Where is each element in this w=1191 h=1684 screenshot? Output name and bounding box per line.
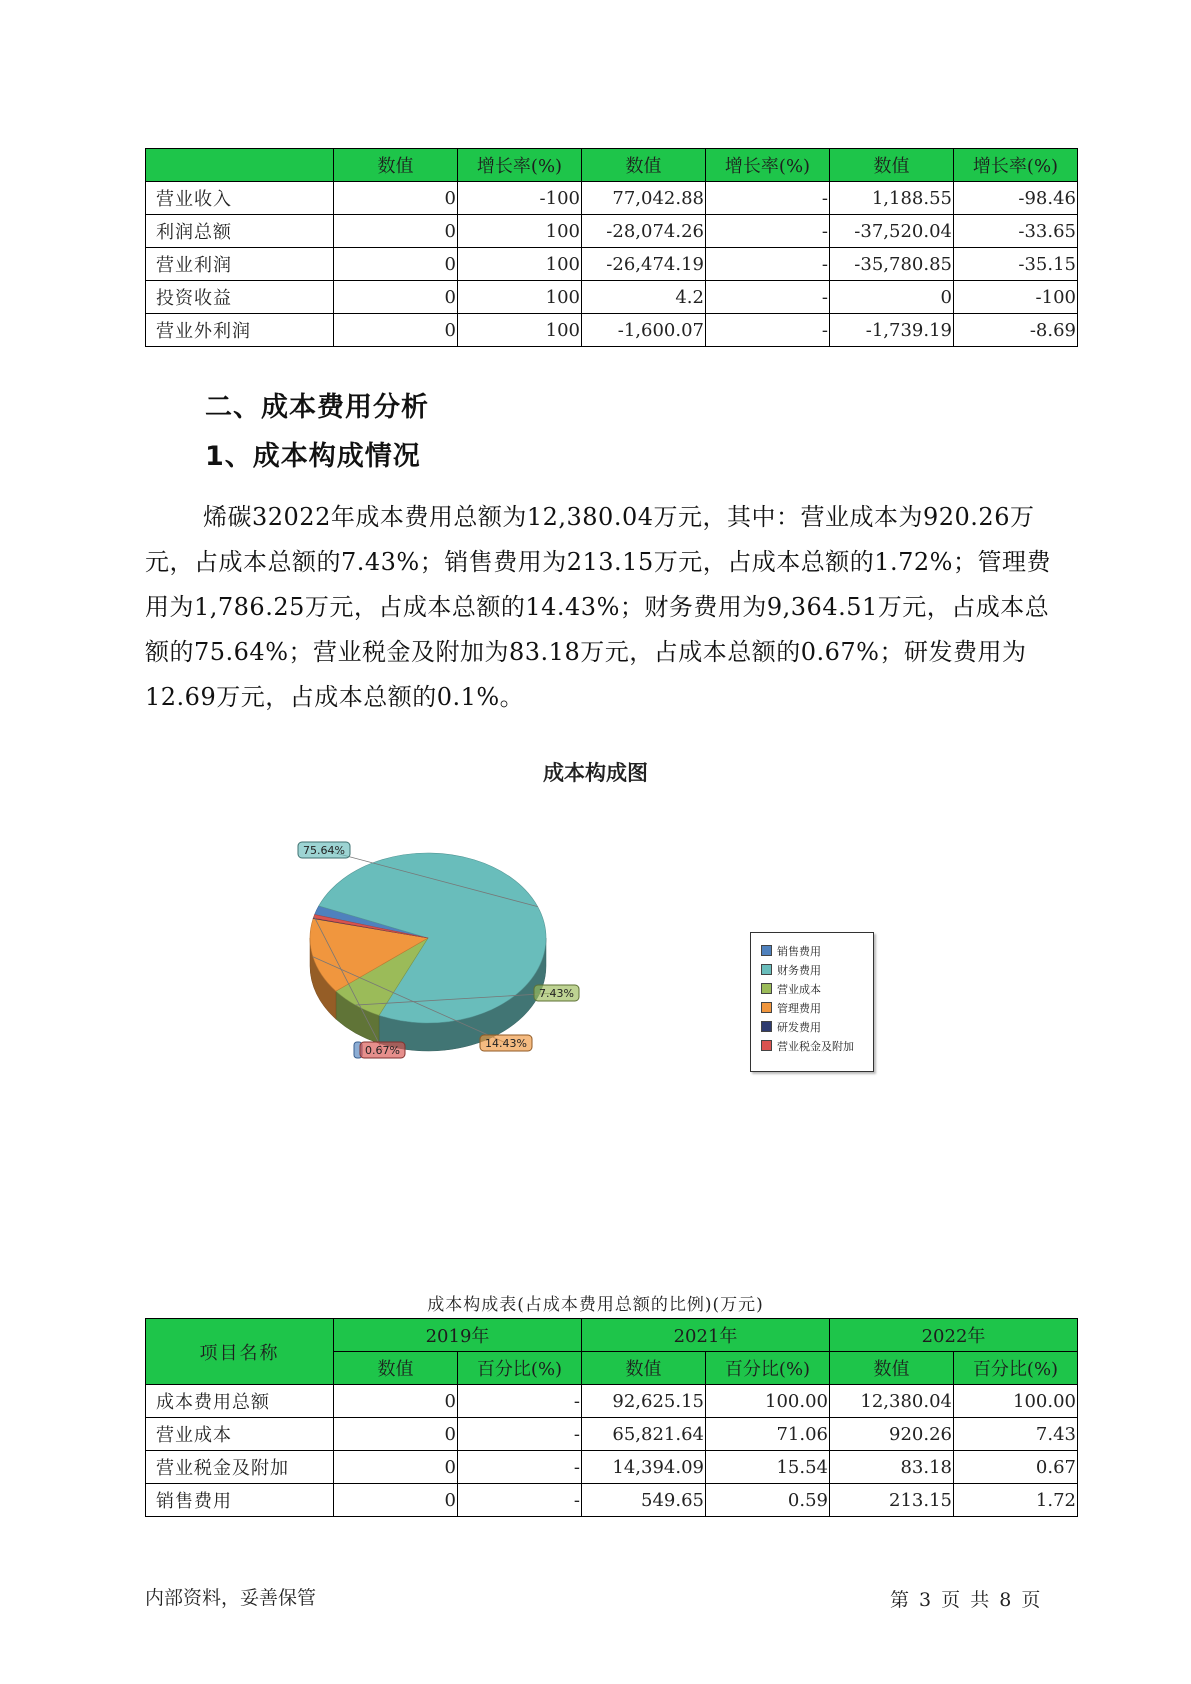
value-cell: 213.15 bbox=[830, 1484, 954, 1517]
cost-table-year-row bbox=[146, 1319, 1078, 1352]
value-cell: 83.18 bbox=[830, 1451, 954, 1484]
sub-header-cell: 百分比(%) bbox=[458, 1352, 582, 1385]
legend-label: 管理费用 bbox=[777, 1001, 821, 1015]
legend-item bbox=[751, 1036, 873, 1055]
value-cell: - bbox=[458, 1385, 582, 1418]
row-label-cell: 营业利润 bbox=[146, 248, 334, 281]
value-cell: 0 bbox=[830, 281, 954, 314]
cost-table-row bbox=[146, 1418, 1078, 1451]
value-cell: 0 bbox=[334, 314, 458, 347]
value-cell: 0.67 bbox=[954, 1451, 1078, 1484]
growth-table-body bbox=[146, 182, 1078, 347]
value-cell: -1,739.19 bbox=[830, 314, 954, 347]
value-cell: 549.65 bbox=[582, 1484, 706, 1517]
value-cell: - bbox=[458, 1484, 582, 1517]
value-cell: - bbox=[706, 248, 830, 281]
year-header: 2021年 bbox=[582, 1319, 830, 1352]
value-cell: 7.43 bbox=[954, 1418, 1078, 1451]
value-cell: 0.59 bbox=[706, 1484, 830, 1517]
value-cell: 100 bbox=[458, 215, 582, 248]
growth-header-cell: 增长率(%) bbox=[706, 149, 830, 182]
legend-label: 营业成本 bbox=[777, 982, 821, 996]
legend-item bbox=[751, 979, 873, 998]
cost-name-header: 项目名称 bbox=[146, 1319, 334, 1385]
legend-label: 财务费用 bbox=[777, 963, 821, 977]
value-cell: 100.00 bbox=[954, 1385, 1078, 1418]
value-cell: - bbox=[706, 281, 830, 314]
row-label-cell: 营业成本 bbox=[146, 1418, 334, 1451]
value-cell: - bbox=[706, 182, 830, 215]
value-cell: 920.26 bbox=[830, 1418, 954, 1451]
growth-table-row bbox=[146, 281, 1078, 314]
legend-item bbox=[751, 1017, 873, 1036]
row-label-cell: 利润总额 bbox=[146, 215, 334, 248]
legend-item bbox=[751, 960, 873, 979]
value-cell: 92,625.15 bbox=[582, 1385, 706, 1418]
pie-slice-label: 14.43% bbox=[485, 1037, 527, 1050]
value-cell: -98.46 bbox=[954, 182, 1078, 215]
cost-table-row bbox=[146, 1484, 1078, 1517]
value-cell: 71.06 bbox=[706, 1418, 830, 1451]
value-cell: - bbox=[458, 1451, 582, 1484]
sub-heading: 1、成本构成情况 bbox=[205, 441, 421, 472]
value-cell: -8.69 bbox=[954, 314, 1078, 347]
value-cell: 0 bbox=[334, 248, 458, 281]
growth-table bbox=[145, 148, 1078, 347]
value-cell: 100 bbox=[458, 248, 582, 281]
growth-header-cell: 数值 bbox=[582, 149, 706, 182]
section-heading: 二、成本费用分析 bbox=[205, 392, 429, 423]
value-cell: 0 bbox=[334, 1451, 458, 1484]
growth-header-cell: 数值 bbox=[334, 149, 458, 182]
row-label-cell: 销售费用 bbox=[146, 1484, 334, 1517]
row-label-cell: 营业收入 bbox=[146, 182, 334, 215]
value-cell: 100 bbox=[458, 314, 582, 347]
value-cell: 65,821.64 bbox=[582, 1418, 706, 1451]
row-label-cell: 成本费用总额 bbox=[146, 1385, 334, 1418]
legend-label: 营业税金及附加 bbox=[777, 1039, 854, 1053]
value-cell: -33.65 bbox=[954, 215, 1078, 248]
sub-header-cell: 数值 bbox=[582, 1352, 706, 1385]
cost-table-caption: 成本构成表(占成本费用总额的比例)(万元) bbox=[427, 1295, 764, 1315]
value-cell: -35.15 bbox=[954, 248, 1078, 281]
value-cell: -1,600.07 bbox=[582, 314, 706, 347]
value-cell: 0 bbox=[334, 182, 458, 215]
value-cell: 0 bbox=[334, 1484, 458, 1517]
chart-title: 成本构成图 bbox=[543, 761, 648, 785]
legend-swatch bbox=[761, 983, 772, 994]
sub-header-cell: 百分比(%) bbox=[954, 1352, 1078, 1385]
legend-swatch bbox=[761, 964, 772, 975]
value-cell: -100 bbox=[954, 281, 1078, 314]
value-cell: -35,780.85 bbox=[830, 248, 954, 281]
cost-table-row bbox=[146, 1451, 1078, 1484]
footer-confidential-note: 内部资料，妥善保管 bbox=[145, 1587, 317, 1609]
pie-slice-label: 7.43% bbox=[539, 987, 574, 1000]
value-cell: 14,394.09 bbox=[582, 1451, 706, 1484]
row-label-cell: 投资收益 bbox=[146, 281, 334, 314]
growth-table-row bbox=[146, 248, 1078, 281]
legend-label: 销售费用 bbox=[777, 944, 821, 958]
cost-table-row bbox=[146, 1385, 1078, 1418]
growth-table-row bbox=[146, 182, 1078, 215]
legend-item bbox=[751, 941, 873, 960]
row-label-cell: 营业税金及附加 bbox=[146, 1451, 334, 1484]
growth-header-cell: 数值 bbox=[830, 149, 954, 182]
value-cell: 15.54 bbox=[706, 1451, 830, 1484]
year-header: 2019年 bbox=[334, 1319, 582, 1352]
value-cell: 77,042.88 bbox=[582, 182, 706, 215]
value-cell: 1.72 bbox=[954, 1484, 1078, 1517]
growth-table-header-row bbox=[146, 149, 1078, 182]
sub-header-cell: 数值 bbox=[830, 1352, 954, 1385]
cost-table bbox=[145, 1318, 1078, 1517]
sub-header-cell: 数值 bbox=[334, 1352, 458, 1385]
growth-table-row bbox=[146, 215, 1078, 248]
value-cell: 0 bbox=[334, 1418, 458, 1451]
value-cell: -26,474.19 bbox=[582, 248, 706, 281]
cost-pie-chart bbox=[270, 820, 610, 1080]
footer-page-number: 第 3 页 共 8 页 bbox=[890, 1589, 1041, 1611]
chart-legend bbox=[750, 932, 874, 1072]
value-cell: 100.00 bbox=[706, 1385, 830, 1418]
year-header: 2022年 bbox=[830, 1319, 1078, 1352]
growth-header-cell: 增长率(%) bbox=[458, 149, 582, 182]
value-cell: -100 bbox=[458, 182, 582, 215]
analysis-paragraph: 烯碳32022年成本费用总额为12,380.04万元，其中：营业成本为920.26万元，占成本总额的7.43%；销售费用为213.15万元，占成本总额的1.72%；管理费用为1,786.25万元，占成本总额的14.43%；财务费用为9,364.51万元，占成本总额的75.64%；营业税金及附加为83.18万元，占成本总额的0.67%；研发费用为12.69万元，占成本总额的0.1%。 bbox=[145, 503, 1051, 711]
value-cell: 1,188.55 bbox=[830, 182, 954, 215]
legend-swatch bbox=[761, 1002, 772, 1013]
value-cell: 12,380.04 bbox=[830, 1385, 954, 1418]
growth-header-cell bbox=[146, 149, 334, 182]
value-cell: -28,074.26 bbox=[582, 215, 706, 248]
cost-table-body bbox=[146, 1385, 1078, 1517]
growth-header-cell: 增长率(%) bbox=[954, 149, 1078, 182]
pie-slice-label: 0.67% bbox=[365, 1044, 400, 1057]
value-cell: 0 bbox=[334, 215, 458, 248]
value-cell: 0 bbox=[334, 1385, 458, 1418]
value-cell: - bbox=[458, 1418, 582, 1451]
legend-swatch bbox=[761, 1040, 772, 1051]
legend-label: 研发费用 bbox=[777, 1020, 821, 1034]
legend-swatch bbox=[761, 945, 772, 956]
legend-item bbox=[751, 998, 873, 1017]
value-cell: 0 bbox=[334, 281, 458, 314]
row-label-cell: 营业外利润 bbox=[146, 314, 334, 347]
value-cell: 100 bbox=[458, 281, 582, 314]
pie-slice-label: 75.64% bbox=[303, 844, 345, 857]
legend-swatch bbox=[761, 1021, 772, 1032]
value-cell: - bbox=[706, 215, 830, 248]
sub-header-cell: 百分比(%) bbox=[706, 1352, 830, 1385]
value-cell: 4.2 bbox=[582, 281, 706, 314]
growth-table-row bbox=[146, 314, 1078, 347]
value-cell: - bbox=[706, 314, 830, 347]
value-cell: -37,520.04 bbox=[830, 215, 954, 248]
